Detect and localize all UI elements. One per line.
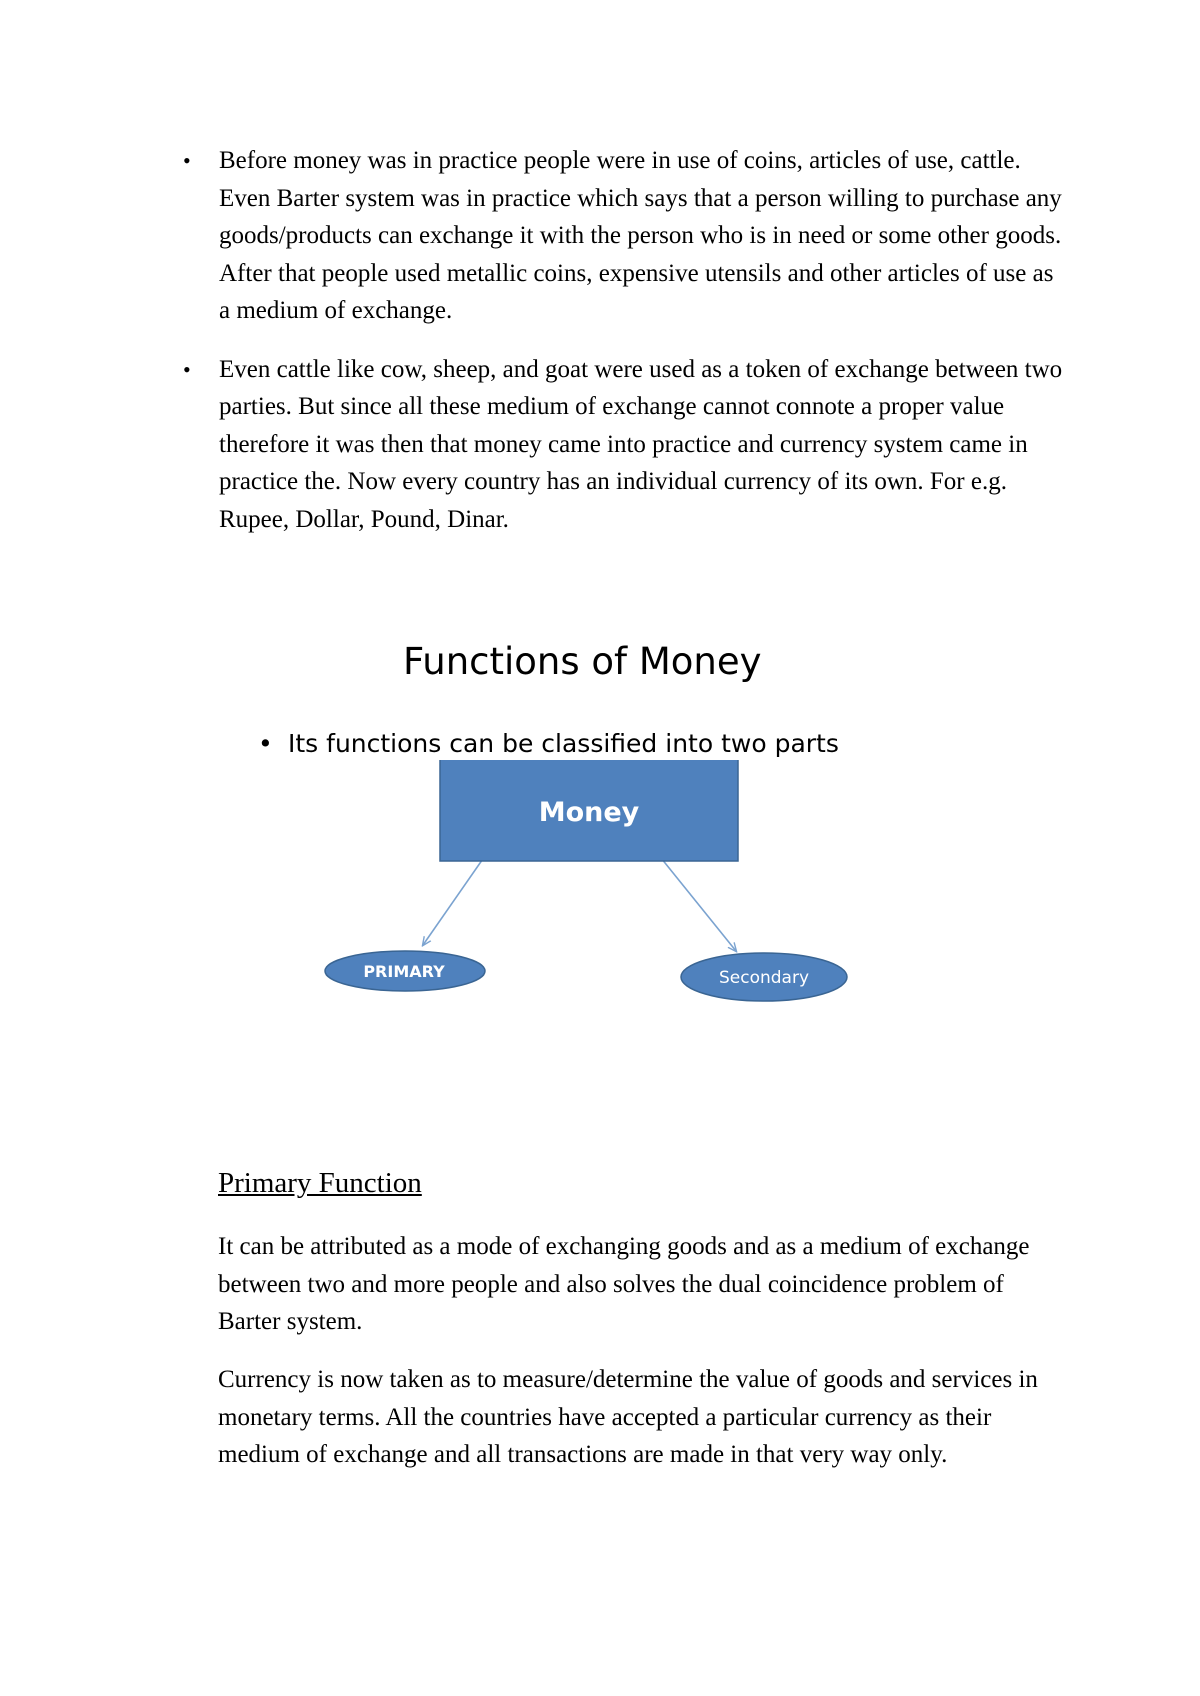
slide-title: Functions of Money bbox=[403, 640, 762, 683]
intro-bullet-text: Before money was in practice people were in use of coins, articles of use, cattle. Even Barter system was in practice which says that a person willing to purchase any goods/products can exchange it with the person who is in need or some other goods. After that people used metallic coins, expensive utensils and other articles of use as a medium of exchange. bbox=[219, 147, 1062, 324]
bullet-glyph: • bbox=[183, 148, 191, 173]
money-functions-diagram bbox=[0, 760, 1200, 1100]
intro-bullet-item bbox=[183, 142, 1063, 330]
primary-function-paragraph: It can be attributed as a mode of exchanging goods and as a medium of exchange between two and more people and also solves the dual coincidence problem of Barter system. bbox=[218, 1233, 1030, 1335]
node-secondary-label: Secondary bbox=[718, 968, 810, 988]
edge-money-primary bbox=[423, 853, 487, 945]
node-primary-label: PRIMARY bbox=[363, 962, 445, 981]
primary-function-heading: Primary Function bbox=[218, 1167, 422, 1199]
bullet-glyph: • bbox=[258, 729, 273, 758]
embedded-slide bbox=[0, 620, 1200, 1120]
intro-bullet-item bbox=[183, 351, 1063, 539]
node-money-label: Money bbox=[538, 797, 640, 828]
edge-money-secondary bbox=[657, 853, 736, 951]
bullet-glyph: • bbox=[183, 356, 191, 382]
intro-bullet-text: Even cattle like cow, sheep, and goat were used as a token of exchange between two parties. But since all these medium of exchange cannot connote a proper value therefore it was then that money came into practice and currency system came in practice the. Now every country has an individual currency of its own. For e.g. Rupee, Dollar, Pound, Dinar. bbox=[219, 355, 1063, 533]
slide-bullet-text: Its functions can be classified into two parts bbox=[288, 729, 839, 758]
slide-bullet bbox=[258, 729, 839, 758]
intro-bullet-list bbox=[183, 142, 1063, 559]
primary-function-paragraph: Currency is now taken as to measure/determine the value of goods and services in monetary terms. All the countries have accepted a particular currency as their medium of exchange and all transactions are made in that very way only. bbox=[218, 1366, 1038, 1468]
